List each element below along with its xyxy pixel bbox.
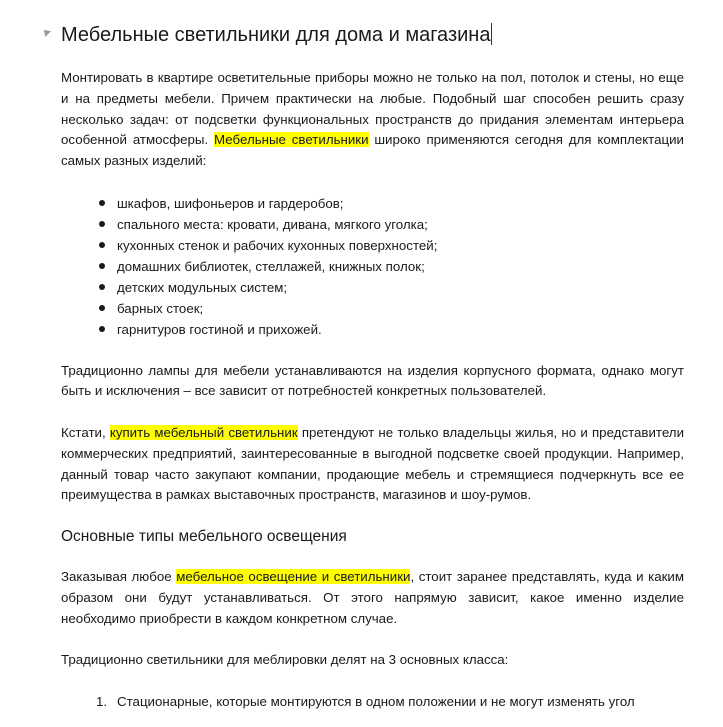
bullet-icon <box>99 263 105 269</box>
paragraph-spacer <box>61 402 684 423</box>
para3-highlight: купить мебельный светильник <box>109 424 298 440</box>
intro-paragraph <box>61 68 684 172</box>
list-item-text: кухонных стенок и рабочих кухонных поверхностей; <box>117 237 438 253</box>
bullet-icon <box>99 242 105 248</box>
list-item-text: гарнитуров гостиной и прихожей. <box>117 321 322 337</box>
paragraph-spacer <box>61 630 684 651</box>
list-item-text: барных стоек; <box>117 300 204 316</box>
list-item <box>61 277 684 298</box>
list-item <box>61 319 684 340</box>
document-title-text: Мебельные светильники для дома и магазина <box>61 24 491 46</box>
list-item-text: домашних библиотек, стеллажей, книжных полок; <box>117 258 425 274</box>
paragraph-spacer <box>61 506 684 526</box>
furniture-bullet-list <box>61 193 684 340</box>
list-item-text: шкафов, шифоньеров и гардеробов; <box>117 195 344 211</box>
bullet-icon <box>99 305 105 311</box>
bullet-icon <box>99 200 105 206</box>
document-title[interactable] <box>61 21 492 49</box>
bullet-icon <box>99 221 105 227</box>
paragraph-spacer <box>61 172 684 193</box>
section-subheading: Основные типы мебельного освещения <box>61 528 347 546</box>
para3-text-before: Кстати, <box>61 424 110 440</box>
collapse-heading-icon[interactable] <box>41 27 51 37</box>
paragraph-2: Традиционно лампы для мебели устанавливаются на изделия корпусного формата, однако могут быть и исключения – все зависит от потребностей конкретных пользователей. <box>61 362 684 399</box>
list-item-text: Стационарные, которые монтируются в одном положении и не могут изменять угол <box>117 693 635 709</box>
list-item <box>61 692 684 713</box>
para4-text-after: , стоит заранее представлять, куда и каким образом они будут устанавливаться. От этого напрямую зависит, какое именно изделие необходимо приобрести в каждом конкретном случае. <box>61 569 684 626</box>
text-cursor <box>491 23 492 45</box>
list-item <box>61 298 684 319</box>
paragraph-spacer <box>61 671 684 692</box>
para4-text-before: Заказывая любое <box>61 569 177 585</box>
list-item <box>61 214 684 235</box>
list-item-text: детских модульных систем; <box>117 279 288 295</box>
document-body[interactable] <box>61 68 684 713</box>
list-item-number: 1. <box>96 693 108 709</box>
bullet-icon <box>99 284 105 290</box>
paragraph-4 <box>61 567 684 629</box>
list-item <box>61 256 684 277</box>
intro-text-after: широко применяются сегодня для комплектации самых разных изделий: <box>61 132 684 169</box>
list-item <box>61 235 684 256</box>
lighting-types-list <box>61 692 684 713</box>
paragraph-5: Традиционно светильники для меблировки делят на 3 основных класса: <box>61 652 509 668</box>
paragraph-spacer <box>61 548 684 567</box>
para3-text-after: претендуют не только владельцы жилья, но и представители коммерческих предприятий, заинтересованные в выгодной подсветке своей продукции. Например, данный товар часто закупают компании, продающие мебель и стремящиеся подчеркнуть все ее преимущества в рамках выставочных пространств, магазинов и шоу-румов. <box>61 424 684 503</box>
paragraph-spacer <box>61 340 684 361</box>
list-item <box>61 193 684 214</box>
paragraph-3 <box>61 423 684 506</box>
intro-text-before: Монтировать в квартире осветительные приборы можно не только на пол, потолок и стены, но еще и на предметы мебели. Причем практически на любые. Подобный шаг способен решить сразу несколько задач: от подсветки функциональных пространств до придания элементам интерьера особенной атмосферы. <box>61 70 684 148</box>
para4-highlight: мебельное освещение и светильники <box>176 569 411 585</box>
bullet-icon <box>99 326 105 332</box>
intro-highlight: Мебельные светильники <box>214 132 369 148</box>
list-item-text: спального места: кровати, дивана, мягкого уголка; <box>117 216 428 232</box>
